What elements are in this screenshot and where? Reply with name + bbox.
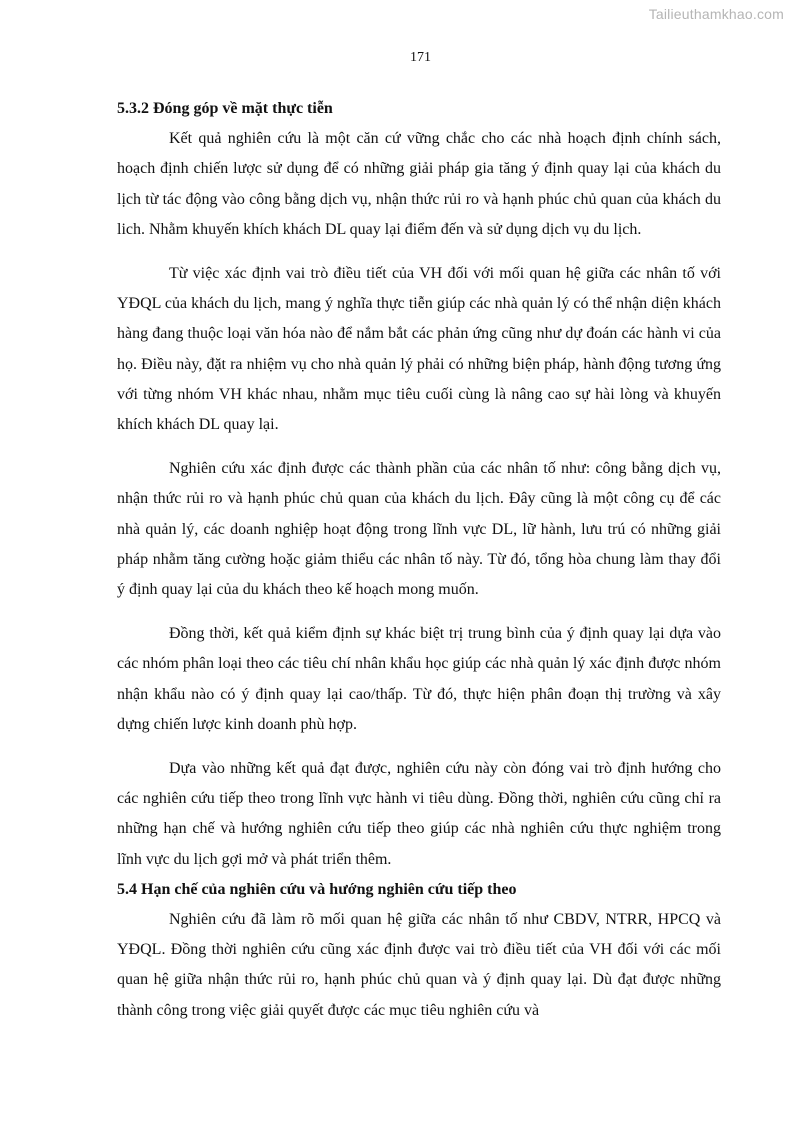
page-number: 171	[410, 50, 431, 65]
section-heading: 5.3.2 Đóng góp về mặt thực tiễn	[117, 100, 333, 117]
paragraph: Nghiên cứu đã làm rõ mối quan hệ giữa các nhân tố như CBDV, NTRR, HPCQ và YĐQL. Đồng thời nghiên cứu cũng xác định được vai trò điều tiết của VH đối với các mối quan hệ giữa nhận thức rủi ro, hạnh phúc chủ quan và ý định quay lại. Dù đạt được những thành công trong việc giải quyết được các mục tiêu nghiên cứu và	[117, 911, 721, 1019]
paragraph: Kết quả nghiên cứu là một căn cứ vững chắc cho các nhà hoạch định chính sách, hoạch định chiến lược sử dụng để có những giải pháp gia tăng ý định quay lại của khách du lịch từ tác động vào công bằng dịch vụ, nhận thức rủi ro và hạnh phúc chủ quan của khách du lich. Nhằm khuyến khích khách DL quay lại điểm đến và sử dụng dịch vụ du lịch.	[117, 130, 721, 238]
paragraph: Đồng thời, kết quả kiểm định sự khác biệt trị trung bình của ý định quay lại dựa vào các nhóm phân loại theo các tiêu chí nhân khẩu học giúp các nhà quản lý xác định được nhóm nhận khẩu nào có ý định quay lại cao/thấp. Từ đó, thực hiện phân đoạn thị trường và xây dựng chiến lược kinh doanh phù hợp.	[117, 625, 721, 733]
paragraph: Nghiên cứu xác định được các thành phần của các nhân tố như: công bằng dịch vụ, nhận thức rủi ro và hạnh phúc chủ quan của khách du lịch. Đây cũng là một công cụ để các nhà quản lý, các doanh nghiệp hoạt động trong lĩnh vực DL, lữ hành, lưu trú có những giải pháp nhằm tăng cường hoặc giảm thiểu các nhân tố này. Từ đó, tổng hòa chung làm thay đổi ý định quay lại của du khách theo kế hoạch mong muốn.	[117, 460, 721, 599]
watermark-text: Tailieuthamkhao.com	[648, 6, 784, 22]
document-body	[117, 94, 721, 1040]
section-heading: 5.4 Hạn chế của nghiên cứu và hướng nghiên cứu tiếp theo	[117, 880, 517, 898]
paragraph: Dựa vào những kết quả đạt được, nghiên cứu này còn đóng vai trò định hướng cho các nghiên cứu tiếp theo trong lĩnh vực hành vi tiêu dùng. Đồng thời, nghiên cứu cũng chỉ ra những hạn chế và hướng nghiên cứu tiếp theo giúp các nhà nghiên cứu thực nghiệm trong lĩnh vực du lịch gợi mở và phát triển thêm.	[117, 760, 721, 868]
paragraph: Từ việc xác định vai trò điều tiết của VH đối với mối quan hệ giữa các nhân tố với YĐQL của khách du lịch, mang ý nghĩa thực tiễn giúp các nhà quản lý có thể nhận diện khách hàng đang thuộc loại văn hóa nào để nắm bắt các phản ứng cũng như dự đoán các hành vi của họ. Điều này, đặt ra nhiệm vụ cho nhà quản lý phải có những biện pháp, hành động tương ứng với từng nhóm VH khác nhau, nhằm mục tiêu cuối cùng là nâng cao sự hài lòng và khuyến khích khách DL quay lại.	[117, 265, 721, 434]
